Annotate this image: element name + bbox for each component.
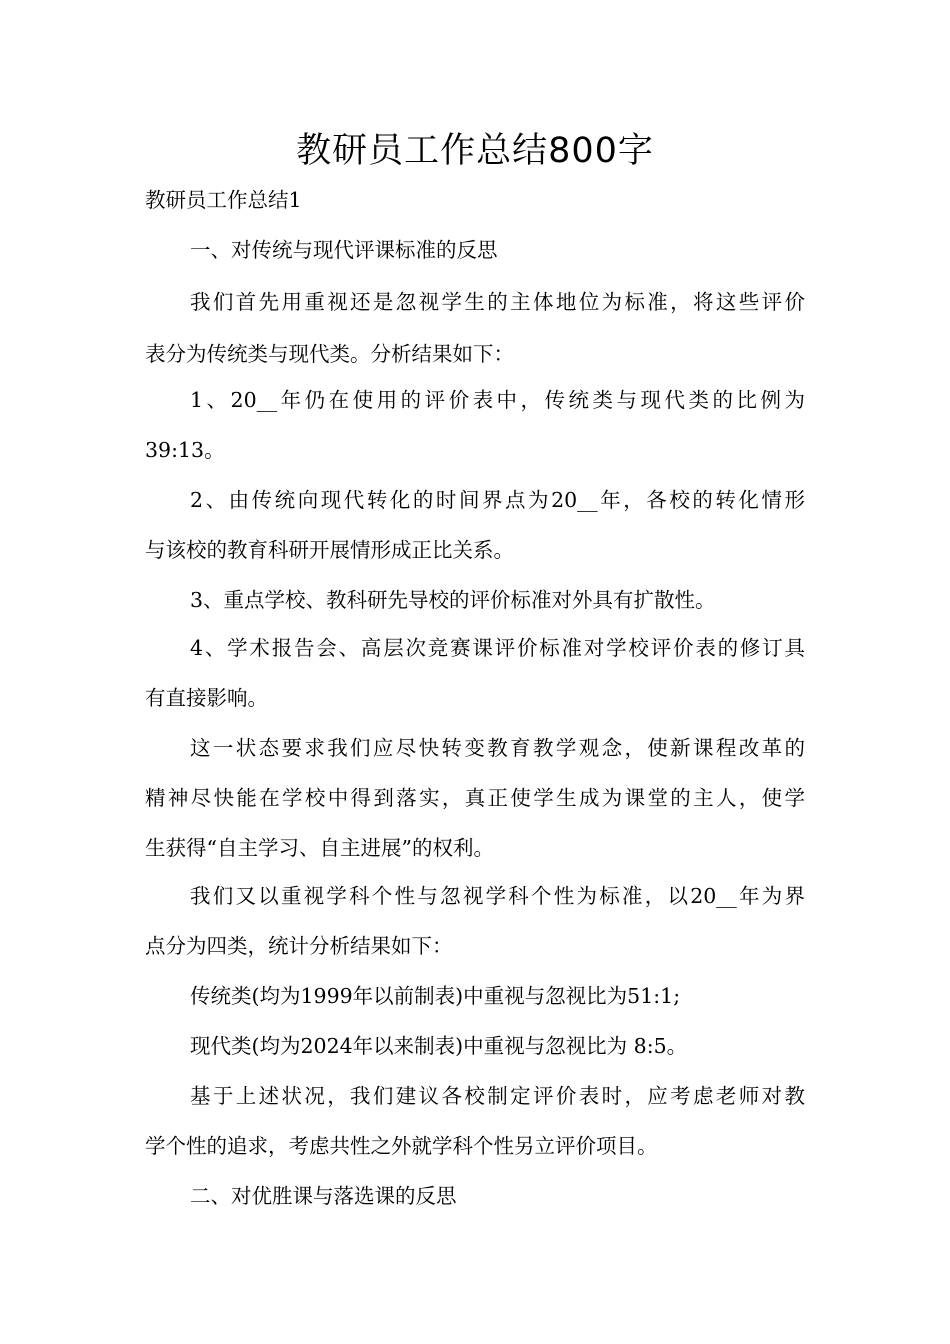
paragraph-line: 现代类(均为2024年以来制表)中重视与忽视比为 8:5。	[190, 1034, 688, 1058]
paragraph-line: 4、学术报告会、高层次竞赛课评价标准对学校评价表的修订具	[190, 636, 805, 660]
paragraph-line: 1、20__年仍在使用的评价表中，传统类与现代类的比例为	[190, 388, 805, 412]
paragraph-line: 这一状态要求我们应尽快转变教育教学观念，使新课程改革的	[190, 736, 805, 760]
subsection-heading: 一、对传统与现代评课标准的反思	[190, 238, 498, 262]
paragraph-line: 有直接影响。	[145, 686, 268, 710]
paragraph-line: 3、重点学校、教科研先导校的评价标准对外具有扩散性。	[190, 588, 716, 612]
paragraph-line: 表分为传统类与现代类。分析结果如下：	[145, 342, 514, 366]
paragraph-line: 39:13。	[145, 438, 225, 462]
section-heading: 教研员工作总结1	[145, 188, 302, 212]
paragraph-line: 生获得“自主学习、自主进展”的权利。	[145, 836, 494, 860]
paragraph-line: 传统类(均为1999年以前制表)中重视与忽视比为51:1;	[190, 984, 681, 1008]
paragraph-line: 学个性的追求，考虑共性之外就学科个性另立评价项目。	[145, 1134, 658, 1158]
paragraph-line: 与该校的教育科研开展情形成正比关系。	[145, 538, 514, 562]
paragraph-line: 我们首先用重视还是忽视学生的主体地位为标准，将这些评价	[190, 290, 805, 314]
subsection-heading: 二、对优胜课与落选课的反思	[190, 1184, 457, 1208]
document-title: 教研员工作总结800字	[296, 131, 654, 171]
paragraph-line: 2、由传统向现代转化的时间界点为20__年，各校的转化情形	[190, 488, 805, 512]
paragraph-line: 精神尽快能在学校中得到落实，真正使学生成为课堂的主人，使学	[145, 786, 805, 810]
paragraph-line: 基于上述状况，我们建议各校制定评价表时，应考虑老师对教	[190, 1084, 805, 1108]
paragraph-line: 点分为四类，统计分析结果如下：	[145, 934, 453, 958]
paragraph-line: 我们又以重视学科个性与忽视学科个性为标准，以20__年为界	[190, 884, 805, 908]
